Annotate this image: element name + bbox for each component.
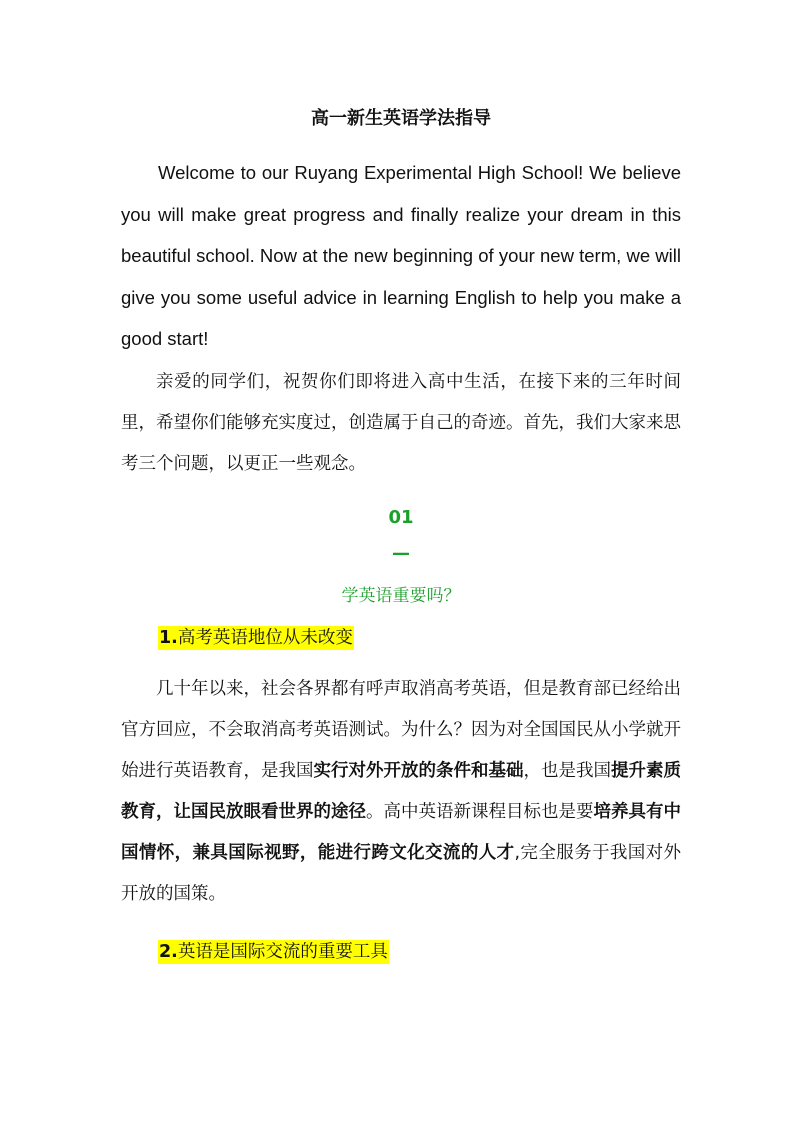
point-1-highlight <box>158 626 354 650</box>
point-2-heading-text: 英语是国际交流的重要工具 <box>177 941 388 962</box>
intro-chinese-paragraph: 亲爱的同学们，祝贺你们即将进入高中生活，在接下来的三年时间里，希望你们能够充实度过，创造属于自己的奇迹。首先，我们大家来思考三个问题，以更正一些观念。 <box>121 371 681 474</box>
section-number: 01 <box>388 506 414 528</box>
point-1-text-2: ，也是我国 <box>523 760 611 781</box>
point-1-heading <box>121 623 681 653</box>
point-1-bold-1: 实行对外开放的条件和基础 <box>313 760 524 781</box>
point-2-heading <box>121 937 681 967</box>
point-1-heading-text: 高考英语地位从未改变 <box>177 627 353 648</box>
point-1-body <box>121 669 681 915</box>
section-title: 学英语重要吗？ <box>341 585 461 606</box>
point-2-number: 2. <box>159 941 178 962</box>
point-1-text-3: 。高中英语新课程目标也是要 <box>366 801 594 822</box>
point-1-text-1: 几十年以来，社会各界都有呼声取消高考英语，但是教育部已经给出官方回应，不会取消高考英语测试。为什么？因为对全国国民从小学就开始进行英语教育，是我国 <box>121 678 681 781</box>
document-title: 高一新生英语学法指导 <box>311 108 491 129</box>
section-divider: — <box>392 542 410 564</box>
document-content <box>121 104 681 967</box>
point-1-text-4: ,完全服务于我国对外开放的国策。 <box>121 842 682 904</box>
point-1-number: 1. <box>159 627 178 648</box>
intro-english-paragraph: Welcome to our Ruyang Experimental High School! We believe you will make great progress and finally realize your dream in this beautiful school. Now at the new beginning of your new term, we will give you some useful advice in learning English to help you make a good start! <box>121 162 681 349</box>
point-1-bold-3: 培养具有中国情怀，兼具国际视野，能进行跨文化交流的人才 <box>121 801 681 863</box>
point-2-highlight <box>158 940 389 964</box>
point-1-bold-2: 提升素质教育，让国民放眼看世界的途径 <box>121 760 681 822</box>
